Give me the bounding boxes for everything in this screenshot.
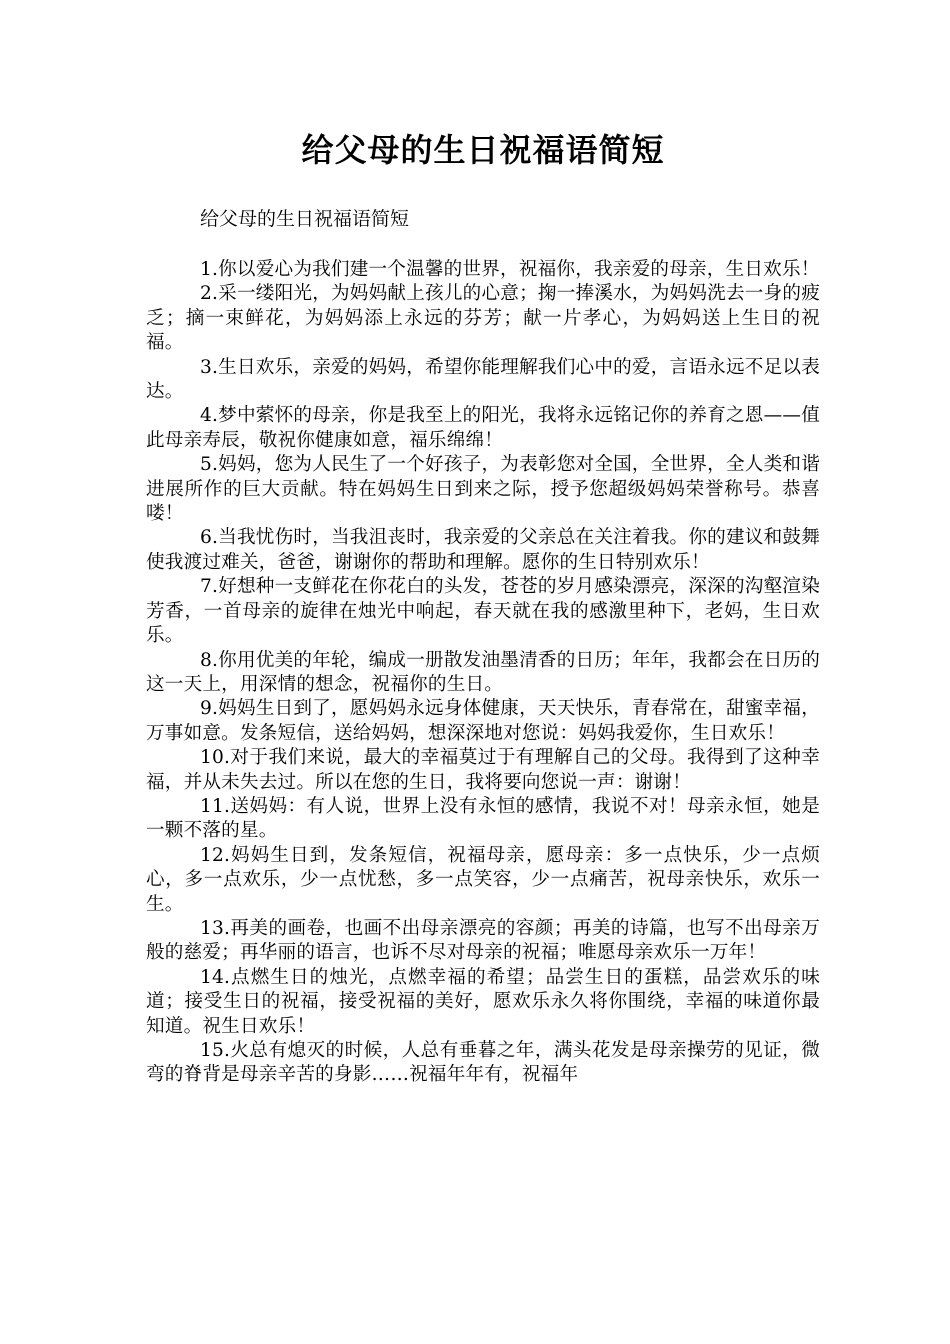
blessing-item-10: 10.对于我们来说，最大的幸福莫过于有理解自己的父母。我得到了这种幸福，并从未失去过。所以在您的生日，我将要向您说一声：谢谢！ [146, 747, 820, 793]
blessing-item-13: 13.再美的画卷，也画不出母亲漂亮的容颜；再美的诗篇，也写不出母亲万般的慈爱；再华丽的语言，也诉不尽对母亲的祝福；唯愿母亲欢乐一万年！ [146, 917, 820, 964]
blessing-item-14: 14.点燃生日的烛光，点燃幸福的希望；品尝生日的蛋糕，品尝欢乐的味道；接受生日的祝福，接受祝福的美好，愿欢乐永久将你围绕，幸福的味道你最知道。祝生日欢乐！ [146, 966, 820, 1037]
blessing-list [146, 258, 820, 1088]
blessing-item-6: 6.当我忧伤时，当我沮丧时，我亲爱的父亲总在关注着我。你的建议和鼓舞使我渡过难关，爸爸，谢谢你的帮助和理解。愿你的生日特别欢乐！ [146, 527, 820, 573]
blessing-item-1: 1.你以爱心为我们建一个温馨的世界，祝福你，我亲爱的母亲，生日欢乐！ [200, 259, 820, 280]
blessing-item-9: 9.妈妈生日到了，愿妈妈永远身体健康，天天快乐，青春常在，甜蜜幸福，万事如意。发条短信，送给妈妈，想深深地对您说：妈妈我爱你，生日欢乐！ [146, 698, 820, 744]
document-title: 给父母的生日祝福语简短 [301, 131, 665, 169]
blessing-item-8: 8.你用优美的年轮，编成一册散发油墨清香的日历；年年，我都会在日历的这一天上，用深情的想念，祝福你的生日。 [146, 649, 820, 695]
blessing-item-11: 11.送妈妈：有人说，世界上没有永恒的感情，我说不对！母亲永恒，她是一颗不落的星。 [146, 795, 820, 842]
blessing-item-7: 7.好想种一支鲜花在你花白的头发，苍苍的岁月感染漂亮，深深的沟壑渲染芳香，一首母亲的旋律在烛光中响起，春天就在我的感激里种下，老妈，生日欢乐。 [146, 576, 820, 647]
blessing-item-4: 4.梦中萦怀的母亲，你是我至上的阳光，我将永远铭记你的养育之恩——值此母亲寿辰，敬祝你健康如意，福乐绵绵！ [146, 405, 820, 451]
blessing-item-12: 12.妈妈生日到，发条短信，祝福母亲，愿母亲：多一点快乐，少一点烦心，多一点欢乐，少一点忧愁，多一点笑容，少一点痛苦，祝母亲快乐，欢乐一生。 [146, 844, 820, 915]
document-subtitle: 给父母的生日祝福语简短 [200, 208, 410, 230]
blessing-item-2: 2.采一缕阳光，为妈妈献上孩儿的心意；掬一捧溪水，为妈妈洗去一身的疲乏；摘一束鲜花，为妈妈添上永远的芬芳；献一片孝心，为妈妈送上生日的祝福。 [146, 283, 820, 354]
blessing-item-3: 3.生日欢乐，亲爱的妈妈，希望你能理解我们心中的爱，言语永远不足以表达。 [146, 356, 820, 403]
blessing-item-5: 5.妈妈，您为人民生了一个好孩子，为表彰您对全国，全世界，全人类和谐进展所作的巨大贡献。特在妈妈生日到来之际，授予您超级妈妈荣誉称号。恭喜喽！ [146, 454, 820, 525]
blessing-item-15: 15.火总有熄灭的时候，人总有垂暮之年，满头花发是母亲操劳的见证，微弯的脊背是母亲辛苦的身影……祝福年年有，祝福年 [146, 1040, 820, 1086]
